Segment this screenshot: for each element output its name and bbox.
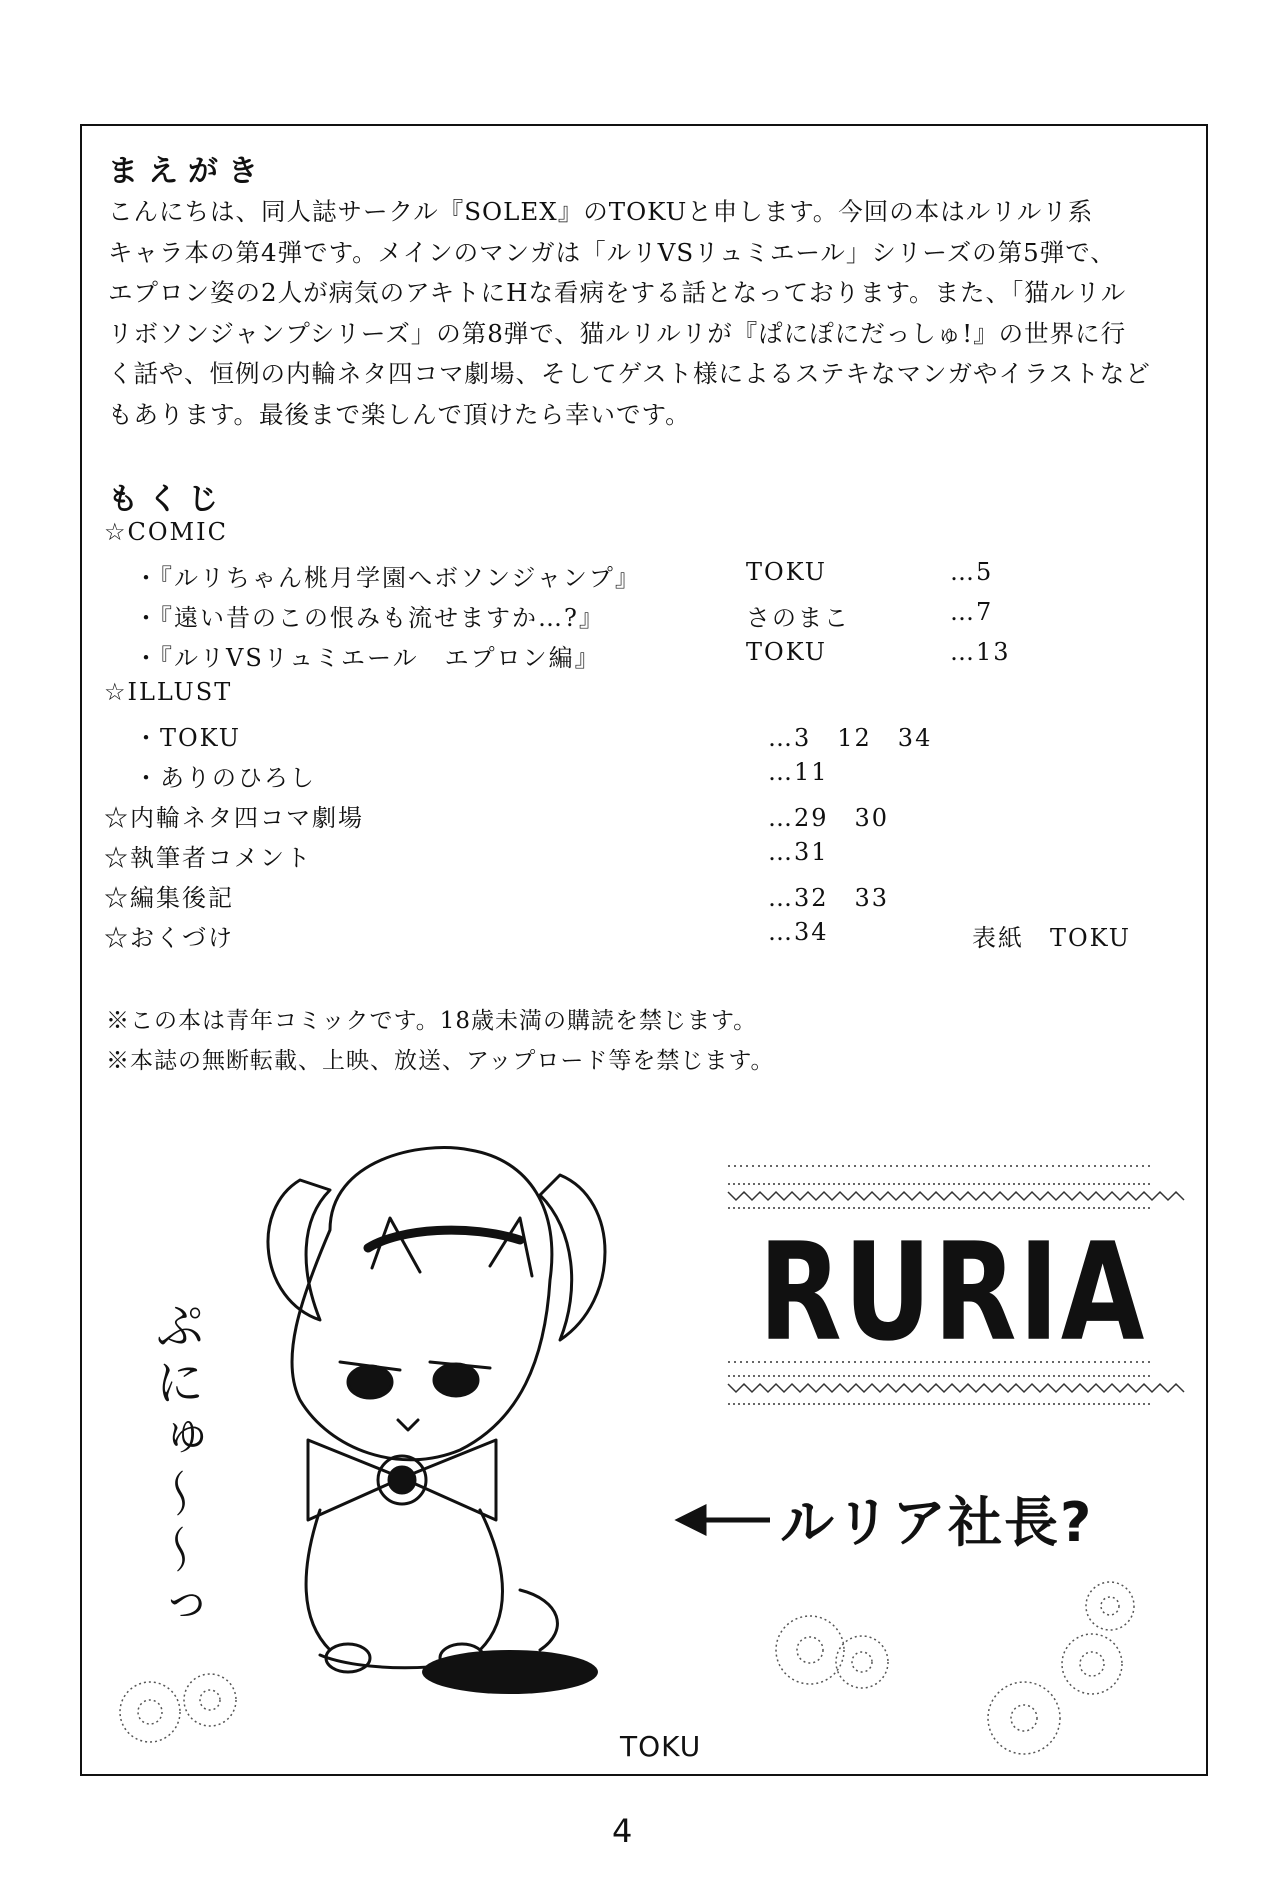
character-sketch: [268, 1148, 605, 1672]
preface-line: キャラ本の第4弾です。メインのマンガは「ルリVSリュミエール」シリーズの第5弾で、: [108, 237, 1116, 267]
toc-cover-credit: 表紙 TOKU: [972, 924, 1131, 952]
toc-comic-title: ・『遠い昔のこの恨みも流せますか…?』: [134, 604, 605, 632]
toc-comic-page: …7: [950, 598, 994, 626]
toc-comic-label: ☆COMIC: [104, 518, 228, 546]
toc-comic-title: ・『ルリVSリュミエール エプロン編』: [134, 644, 601, 672]
toc-section-pages: …29 30: [768, 804, 890, 832]
toc-section-name: ☆おくづけ: [104, 924, 234, 952]
toc-illust-label: ☆ILLUST: [104, 678, 233, 706]
page-number: 4: [612, 1812, 633, 1850]
toc-comic-page: …13: [950, 638, 1011, 666]
toc-comic-page: …5: [950, 558, 994, 586]
title-band-top: [728, 1166, 1184, 1208]
flower-icon: [120, 1582, 1134, 1754]
toc-heading: もくじ: [108, 482, 228, 517]
toc-illust-pages: …3 12 34: [768, 724, 933, 752]
toc-section-name: ☆内輪ネタ四コマ劇場: [104, 804, 364, 832]
toc-comic-author: さのまこ: [746, 604, 850, 632]
sound-effect: ぷにゅ〜〜っ: [147, 1300, 205, 1636]
notice-age: ※この本は青年コミックです。18歳未満の購読を禁じます。: [106, 1008, 758, 1034]
toc-illust-pages: …11: [768, 758, 829, 786]
preface-heading: まえがき: [108, 154, 268, 189]
artist-signature: TOKU: [620, 1730, 702, 1763]
preface-line: リボソンジャンプシリーズ」の第8弾で、猫ルリルリが『ぱにぽにだっしゅ!』の世界に行: [108, 318, 1127, 348]
preface-line: こんにちは、同人誌サークル『SOLEX』のTOKUと申します。今回の本はルリルリ系: [108, 197, 1094, 226]
notice-copyright: ※本誌の無断転載、上映、放送、アップロード等を禁じます。: [106, 1048, 775, 1074]
arrow-icon: [680, 1508, 770, 1532]
ruria-caption: ルリア社長?: [780, 1491, 1094, 1554]
toc-comic-author: TOKU: [746, 638, 827, 666]
toc-illust-name: ・ありのひろし: [134, 764, 316, 792]
toc-illust-name: ・TOKU: [134, 724, 241, 752]
preface-line: く話や、恒例の内輪ネタ四コマ劇場、そしてゲスト様によるステキなマンガやイラストなど: [108, 359, 1151, 388]
toc-section-pages: …32 33: [768, 884, 890, 912]
character-shadow: [422, 1650, 598, 1694]
toc-section-pages: …31: [768, 838, 829, 866]
toc-section-pages: …34: [768, 918, 829, 946]
toc-comic-title: ・『ルリちゃん桃月学園へボソンジャンプ』: [134, 564, 641, 592]
preface-line: エプロン姿の2人が病気のアキトにHな看病をする話となっております。また、「猫ルリル: [108, 278, 1127, 307]
toc-comic-author: TOKU: [746, 558, 827, 586]
preface-line: もあります。最後まで楽しんで頂けたら幸いです。: [108, 399, 691, 429]
toc-section-name: ☆執筆者コメント: [104, 844, 312, 872]
ruria-title: RURIA: [758, 1215, 1147, 1372]
toc-section-name: ☆編集後記: [104, 884, 234, 912]
